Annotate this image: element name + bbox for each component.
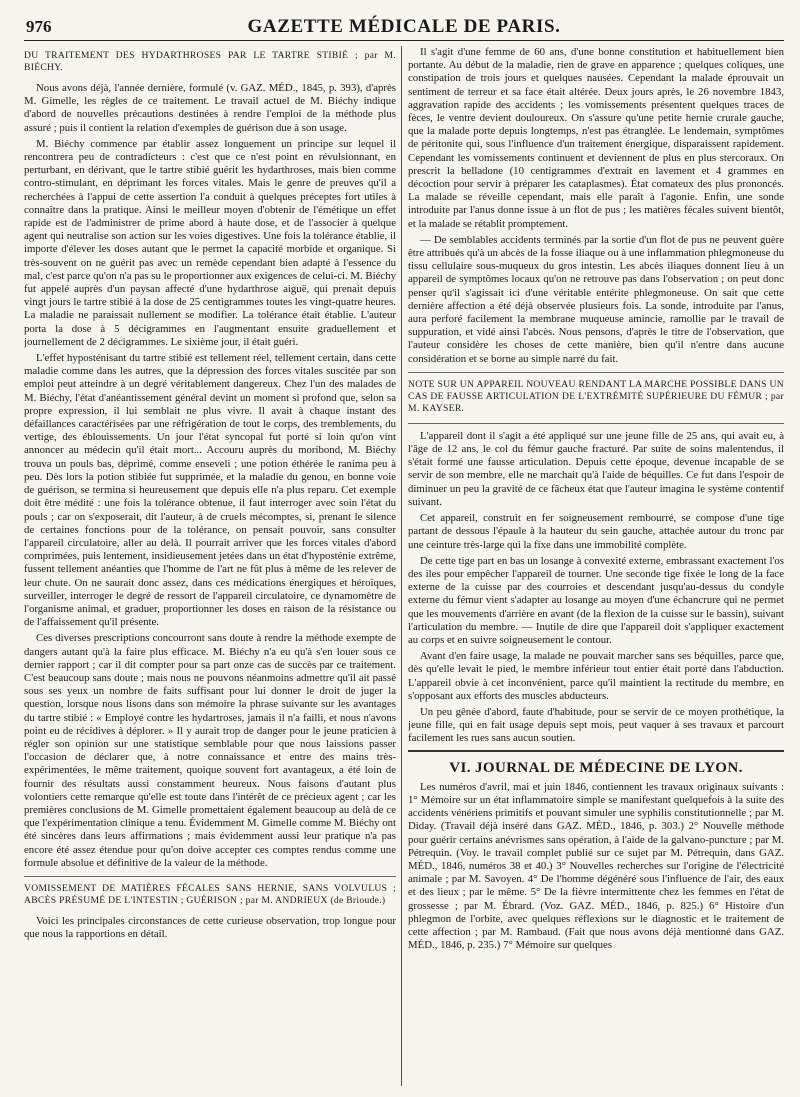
- paragraph: Il s'agit d'une femme de 60 ans, d'une bonne constitution et habituellement bien portante. Au début de la maladie, rien de grave en apparence ; quelques coliques, une constipation de trois jours et quelques nausées. Cependant la malade éprouvait un sentiment de terreur et sa face était altérée. Deux jours après, le 26 novembre 1843, aggravation rapide des accidents ; les vomissements présentent quelques traces de fèces, le ventre devient douloureux. On s'assure qu'une petite hernie crurale gauche, que la malade porte depuis longtemps, n'est pas étranglée. Le lendemain, symptômes de péritonite qui, sous l'influence d'un traitement énergique, disparaissent rapidement. Cependant les vomissements continuent et deviennent de plus en plus stercoraux. On prescrit la belladone (10 centigrammes d'extrait en lavement et 4 grammes en décoction pour servir à préparer les cataplasmes). État comateux des plus prononcés. La malade se réveille cependant, mais elle paraît à l'agonie. Enfin, une sonde introduite par l'anus donne issue à un flot de pus ; les matières fécales suivent bientôt, et la malade se rétablit promptement.: [408, 46, 784, 230]
- page-header: [24, 14, 784, 41]
- paragraph: Les numéros d'avril, mai et juin 1846, contiennent les travaux originaux suivants : 1° Mémoire sur un état inflammatoire simple se manifestant quelquefois à la suite des accidents vénériens primitifs et pouvant simuler une syphilis constitutionnelle ; par M. Diday. (Travail déjà inséré dans GAZ. MÉD., 1846, p. 303.) 2° Nouvelle méthode pour guérir certains anévrismes sans opération, à l'aide de la galvano-puncture ; par M. Pétrequin. (Voy. le travail complet publié sur ce sujet par M. Pétrequin, dans GAZ. MÉD., 1846, numéros 38 et 40.) 3° Nouvelles recherches sur l'origine de l'électricité animale ; par M. Savoyen. 4° De l'homme dégénéré sous l'influence de l'air, des eaux et des lieux ; par le même. 5° De la fièvre intermittente chez les femmes en l'état de grossesse ; par M. Ébrard. (Voz. GAZ. MÉD., 1846, p. 825.) 6° Histoire d'un phlegmon de l'orbite, avec quelques réflexions sur le diagnostic et le traitement de cette affection ; par M. Rambaud. (Fait que nous avons déjà mentionné dans GAZ. MÉD., 1846, p. 235.) 7° Mémoire sur quelques: [408, 780, 784, 952]
- journal-title: GAZETTE MÉDICALE DE PARIS.: [247, 16, 561, 37]
- separator: [408, 423, 784, 424]
- article-title-appareil: NOTE SUR UN APPAREIL NOUVEAU RENDANT LA MARCHE POSSIBLE DANS UN CAS DE FAUSSE ARTICULATION DE L'EXTRÉMITÉ SUPÉRIEURE DU FÉMUR ; par M. KAYSER.: [408, 378, 784, 414]
- paragraph: Avant d'en faire usage, la malade ne pouvait marcher sans ses béquilles, parce que, dès qu'elle levait le pied, le membre inférieur tout entier était porté dans l'abduction. L'appareil obvie à cet inconvénient, parce qu'il maintient la rectitude du membre, en s'opposant aux efforts des muscles abducteurs.: [408, 650, 784, 702]
- paragraph: Voici les principales circonstances de cette curieuse observation, trop longue pour que nous la rapportions en détail.: [24, 914, 396, 941]
- paragraph: Cet appareil, construit en fer soigneusement rembourré, se compose d'une tige partant de dessous l'épaule à la hauteur du sein gauche, attachée autour du tronc par une ceinture très-large qui la fixe dans une immobilité complète.: [408, 512, 784, 551]
- right-column: [408, 46, 784, 1086]
- paragraph: De cette tige part en bas un losange à convexité externe, embrassant exactement l'os des iles pour empêcher l'appareil de tourner. Une seconde tige fixée le long de la face externe de la cuisse par des courroies et descendant jusqu'au-dessus du condyle externe du fémur vient s'adapter au losange au moyen d'une échancrure qui ne permet que les mouvements d'arrière en avant (de la flexion de la cuisse sur le bassin), suivant l'articulation du membre. — Inutile de dire que l'appareil doit s'appliquer exactement au corps et en suivre soigneusement le contour.: [408, 554, 784, 646]
- section-heading: VI. JOURNAL DE MÉDECINE DE LYON.: [449, 759, 743, 776]
- paragraph: Nous avons déjà, l'année dernière, formulé (v. GAZ. MÉD., 1845, p. 393), d'après M. Gimelle, les règles de ce traitement. Le travail actuel de M. Biéchy indique d'abord de nouvelles précautions destinées à rendre l'emploi de la méthode plus assuré ; puis il contient la relation d'exemples de guérison due à son usage.: [24, 82, 396, 134]
- column-rule: [401, 46, 402, 1086]
- paragraph: — De semblables accidents terminés par la sortie d'un flot de pus ne peuvent guère être attribués qu'à un abcès de la fosse iliaque ou à une inflammation phlegmoneuse du tissu cellulaire sous-muqueux du gros intestin. Les abcès iliaques donnent lieu à un appareil de symptômes locaux qu'on ne retrouve pas dans l'observation ; on peut donc penser qu'il s'agissait ici d'une véritable entérite phlegmoneuse. On sait que cette dernière affection a été déjà observée plusieurs fois. La sonde, introduite par l'anus, aura perforé facilement la membrane muqueuse amincie, ramollie par le travail de suppuration, et vidé ainsi l'abcès. Nous pensons, d'après le titre de l'observation, que l'auteur considère les choses de cette manière, bien qu'il n'entre dans aucune considération et se borne au simple narré du fait.: [408, 233, 784, 365]
- separator: [24, 876, 396, 877]
- section-rule: [408, 750, 784, 752]
- page-number: 976: [26, 17, 52, 36]
- separator: [408, 372, 784, 373]
- newspaper-page: [24, 14, 784, 1089]
- paragraph: M. Biéchy commence par établir assez longuement un principe sur lequel il rencontrera peu de contradicteurs : c'est que ce n'est point en révulsionnant, en perturbant, en dérivant, que le tartre stibié guérit les hydarthroses, mais bien comme contro-stimulant, en déprimant les forces vitales. Mais le genre de preuves qu'il a recherchées à l'appui de cette assertion l'a conduit à quelques préceptes fort utiles à connaître dans la pratique. Ainsi le meilleur moyen d'obtenir de l'émétique un effet rapide est de l'administrer de prime abord à haute dose, et de l'associer à quelque agent qui neutralise son action sur les voies digestives. Une fois la tolérance établie, il importe d'élever les doses autant que le permet la capacité morbide et organique. Si très-souvent on ne guérit pas avec un remède cependant bien adapté à l'essence du mal, c'est parce qu'on n'a pas su le proportionner aux exigences de celui-ci. M. Biéchy fut appelé auprès d'un paysan affecté d'une hydarthrose aiguë, qui prenait depuis vingt jours le tartre stibié à la dose de 25 centigrammes toutes les vingt-quatre heures. La maladie ne paraissait nullement se modifier. La tolérance était établie. L'auteur porta la dose à 5 décigrammes en l'augmentant ensuite graduellement et journellement de 2 décigrammes. Le sixième jour, il était guéri.: [24, 137, 396, 348]
- article-title-hydarthroses: DU TRAITEMENT DES HYDARTHROSES PAR LE TARTRE STIBIÉ ; par M. BIÉCHY.: [24, 50, 396, 73]
- paragraph: Un peu gênée d'abord, faute d'habitude, pour se servir de ce moyen prothétique, la jeune fille, qui en fait usage depuis sept mois, peut vaquer à ses travaux et parcourt facilement les rues sans aucun soutien.: [408, 705, 784, 745]
- paragraph: L'appareil dont il s'agit a été appliqué sur une jeune fille de 25 ans, qui avait eu, à l'âge de 12 ans, le col du fémur gauche fracturé. Par suite de soins malentendus, il s'était formé une fausse articulation. Depuis cette époque, devenue incapable de se servir de son membre, elle ne marchait qu'à l'aide de béquilles. Ce fut dans l'espoir de diminuer un peu la gravité de ce fâcheux état que l'auteur imagina le système contentif suivant.: [408, 429, 784, 508]
- left-column: [24, 46, 396, 1086]
- article-title-vomissement: VOMISSEMENT DE MATIÈRES FÉCALES SANS HERNIE, SANS VOLVULUS ; ABCÈS PRÉSUMÉ DE L'INTESTIN ; GUÉRISON ; par M. ANDRIEUX (de Brioude.): [24, 882, 396, 906]
- article-columns: [24, 46, 784, 1086]
- paragraph: L'effet hyposténisant du tartre stibié est tellement réel, tellement certain, dans cette maladie comme dans les autres, que la dépression des forces vitales suscitée par son emploi peut atteindre à un degré véritablement dangereux. Chez l'un des malades de M. Biéchy, l'état d'anéantissement général devint un moment si profond que, selon sa propre expression, il lui semblait ne plus vivre. Il avait à chaque instant des défaillances caractérisées par une réfrigération de tout le corps, des tremblements, du vertige, des éblouissements. Un jour l'état syncopal fut porté si loin qu'on vint annoncer au médecin qu'il était mort... Accouru auprès du moribond, M. Biéchy trouva un pouls bas, déprimé, comme enseveli ; une potion éthérée le ranima peu à peu. Dès lors la potion stibiée fut supprimée, et la maladie du genou, en bonne voie de guérison, se termina si heureusement que depuis elle n'a plus reparu. Cet exemple doit être médité : une fois la tolérance obtenue, il faut interroger avec soin l'état du pouls ; car on s'exposerait, dit l'auteur, à de cruels mécomptes, si, prenant le silence de certaines fonctions pour de la tolérance, on pensait pouvoir, sans consulter l'appareil circulatoire, aller au delà. Il pourrait arriver que les forces vitales d'abord comprimées, puis lentement, insidieusement jetées dans un état d'hyposténie extrême, fussent tellement anéanties que l'homme de l'art ne fût plus à même de les relever de leur chute. On ne saurait donc assez, dans ces médications énergiques et héroïques, surveiller, interroger le degré de ressort de l'appareil circulatoire, ce dynamomètre de l'organisme animal, et graduer, proportionner les doses en raison de la résistance ou de l'affaissement qu'il présente.: [24, 352, 396, 629]
- paragraph: Ces diverses prescriptions concourront sans doute à rendre la méthode exempte de dangers autant qu'à la faire plus efficace. M. Biéchy n'a eu qu'à s'en louer sous ce dernier rapport ; car il dit compter pour sa part onze cas de succès par ce traitement. C'est beaucoup sans doute ; mais nous ne pouvons néanmoins admettre qu'il ait passé sous ses yeux un nombre de faits suffisant pour lui donner le droit de juger la question, lorsque nous lisons dans son mémoire la phrase suivante sur les avantages du tartre stibié : « Employé contre les hydartroses, jamais il n'a failli, et nous n'avons point eu de récidives à déplorer. » Il y aurait trop de danger pour le jeune praticien à régler son opinion sur une statistique semblable pour que nous laissions passer l'occasion de déclarer que, à notre connaissance et entre des mains très-expérimentées, le même traitement, quoique souvent fort avantageux, a été loin de fournir des résultats aussi constamment heureux. Nous faisons d'autant plus volontiers cette remarque qu'elle est toute dans l'intérêt de ce précieux agent ; car les premières conclusions de M. Gimelle promettaient également beaucoup au delà de ce que l'expérimentation clinique a tenu. Évidemment M. Gimelle comme M. Biéchy ont été sincères dans leurs affirmations ; mais évidemment aussi leur pratique n'a pas encore été assez étendue pour qu'on doive accepter ces comptes rendus comme une formule absolue et définitive de la valeur de la méthode.: [24, 632, 396, 869]
